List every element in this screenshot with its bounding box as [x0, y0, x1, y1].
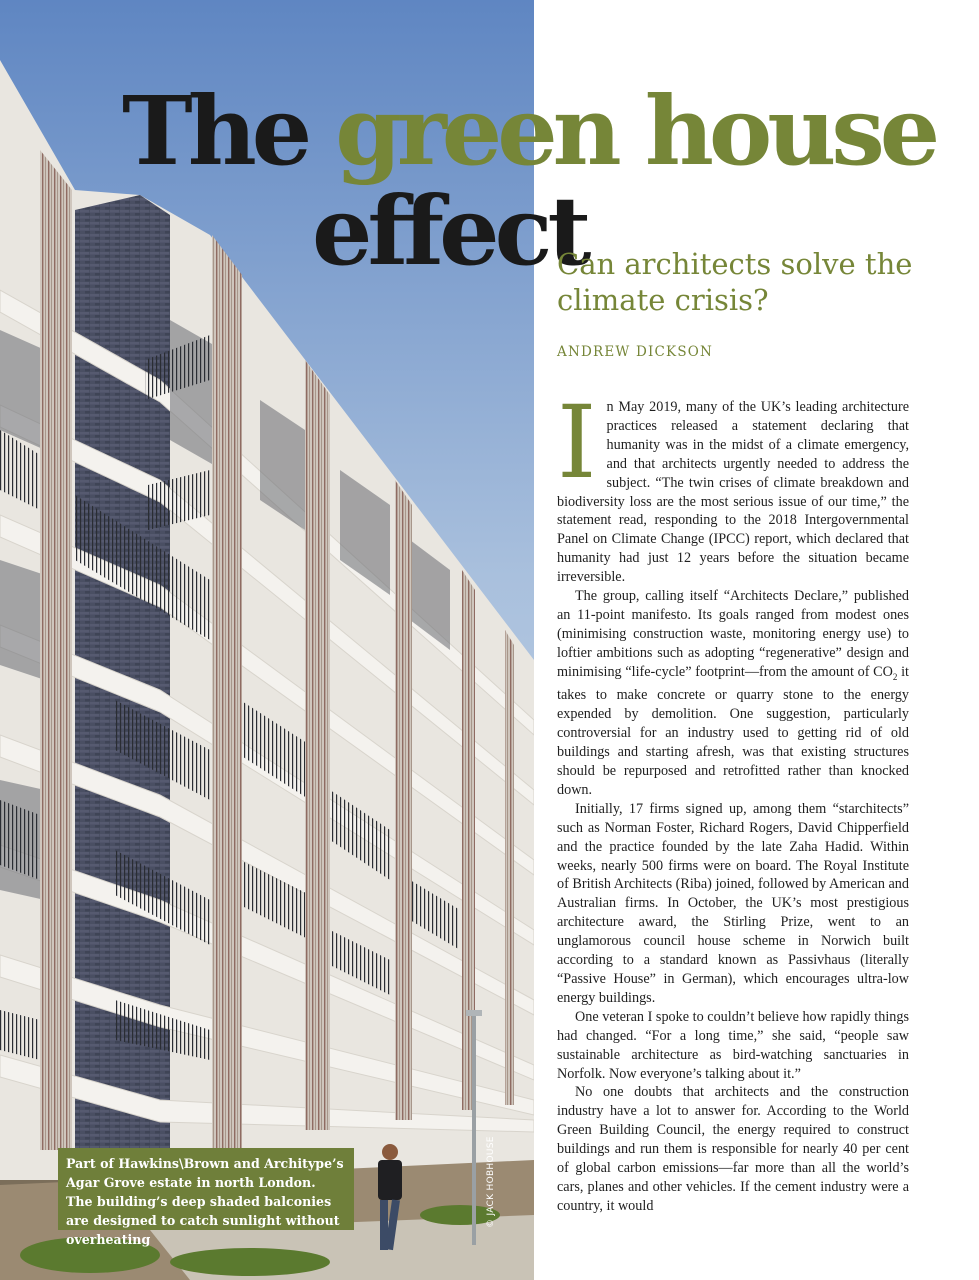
paragraph-3: Initially, 17 firms signed up, among them “starchitects” such as Norman Foster, Richard Rogers, David Chipperfield and the practice founded by the late Zaha Hadid. Within weeks, nearly 500 firms were on board. The Royal Institute of British Architects (Riba) joined, followed by American and Australian firms. In October, the UK’s most prestigious architecture award, the Stirling Prize, went to an unglamorous council house scheme in Norwich built according to a standard known as Passivhaus (literally “Passive House” in German), which encourages ultra-low energy buildings. — [557, 800, 909, 1006]
byline: ANDREW DICKSON — [557, 344, 714, 360]
article-body — [557, 384, 910, 1216]
dropcap: I — [557, 384, 597, 501]
paragraph-2-text-a: The group, calling itself “Architects Declare,” published an 11-point manifesto. Its goals ranged from modest ones (minimising construction waste, monitoring energy use) to loftier ambitions such as adopting “regenerative” design and minimising “life-cycle” footprint—from the amount of CO — [557, 588, 909, 680]
subtitle: Can architects solve the climate crisis? — [557, 247, 913, 317]
headline-word-1: The — [122, 76, 308, 187]
headline-word-4: effect — [312, 176, 587, 287]
paragraph-4: One veteran I spoke to couldn’t believe how rapidly things had changed. “For a long time,” she said, “people saw sustainable architecture as bird-watching sanctuaries in Norfolk. Now everyone’s talking about it.” — [557, 1008, 909, 1082]
headline-word-3: house — [644, 76, 936, 187]
photo-caption: Part of Hawkins\Brown and Architype’s Agar Grove estate in north London. The building’s deep shaded balconies are designed to catch sunlight without overheating — [58, 1148, 354, 1230]
photo-credit: © JACK HOBHOUSE — [486, 1136, 496, 1228]
paragraph-1 — [557, 384, 909, 587]
paragraph-5: No one doubts that architects and the construction industry have a lot to answer for. According to the World Green Building Council, the energy required to construct buildings and run them is responsible for nearly 40 per cent of global carbon emissions—far more than all the world’s cars, planes and other vehicles. If the cement industry were a country, it would — [557, 1084, 909, 1214]
headline — [122, 76, 936, 187]
headline-word-2: green — [335, 76, 617, 187]
paragraph-1-text: n May 2019, many of the UK’s leading architecture practices released a statement declaring that humanity was in the midst of a climate emergency, and that architects urgently needed to address the subject. “The twin crises of climate breakdown and biodiversity loss are the most serious issue of our time,” the statement read, responding to the 2018 Intergovernmental Panel on Climate Change (IPCC) report, which declared that humanity had just 12 years before the situation became irreversible. — [557, 399, 909, 586]
paragraph-2 — [557, 587, 909, 800]
paragraph-2-text-b: it takes to make concrete or quarry stone to the energy expended by demolition. One suggestion, particularly controversial for an industry used to getting rid of old buildings and starting afresh, was that existing structures should be repurposed and retrofitted rather than knocked down. — [557, 663, 910, 798]
co2-subscript: 2 — [892, 671, 898, 682]
